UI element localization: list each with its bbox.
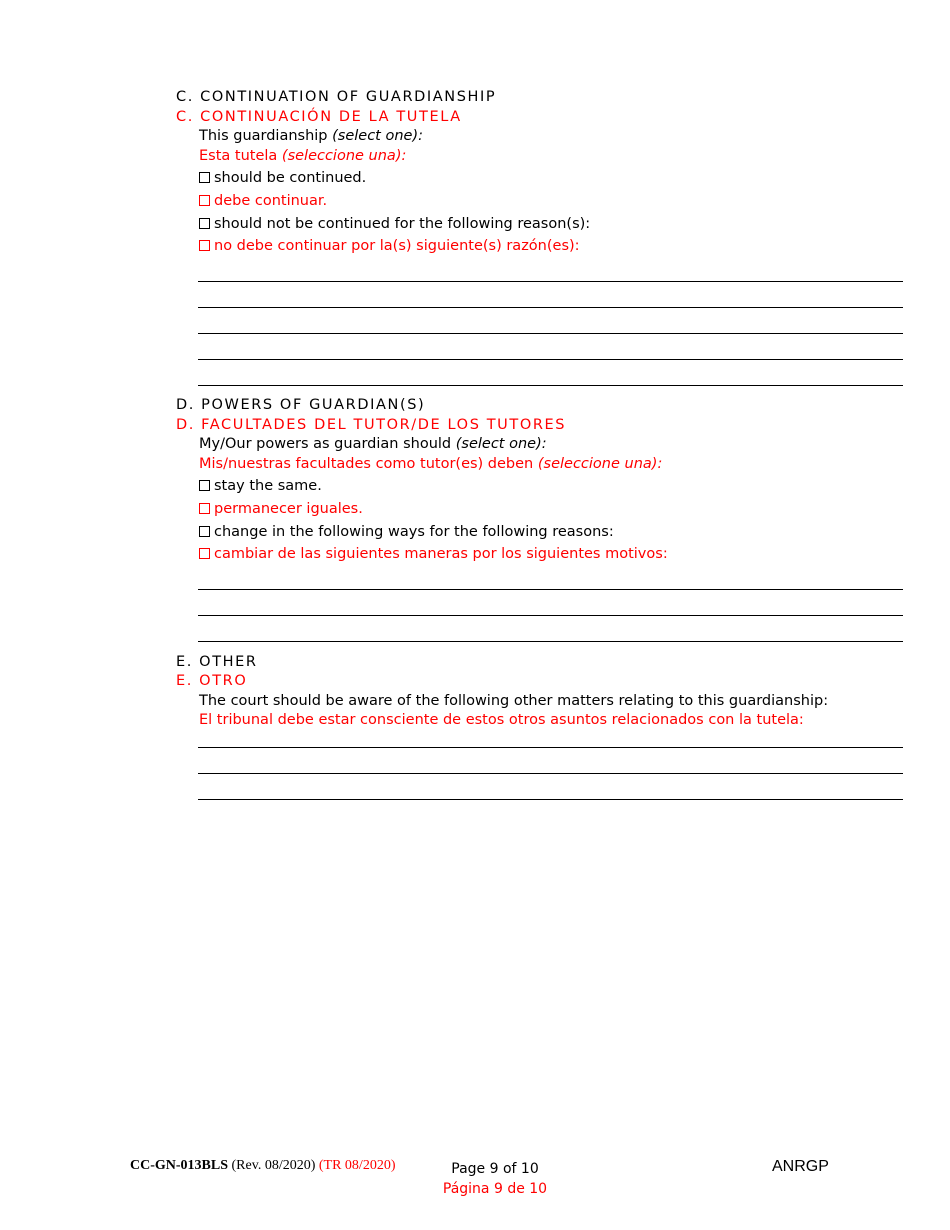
other-line-1[interactable] bbox=[198, 747, 903, 748]
reason-line-2[interactable] bbox=[198, 307, 903, 308]
select-hint-es: (seleccione una): bbox=[281, 148, 407, 164]
option-label-es: permanecer iguales. bbox=[214, 501, 363, 517]
prompt-text: My/Our powers as guardian should bbox=[199, 436, 452, 452]
reason-line-3[interactable] bbox=[198, 333, 903, 334]
prompt-text-es: Esta tutela bbox=[199, 148, 278, 164]
section-e-heading: E. OTHER bbox=[176, 654, 258, 670]
section-e-prompt-es: El tribunal debe estar consciente de estos otros asuntos relacionados con la tutela: bbox=[199, 712, 804, 728]
checkbox-change-es[interactable] bbox=[199, 548, 210, 559]
section-c-heading-es: C. CONTINUACIÓN DE LA TUTELA bbox=[176, 109, 462, 125]
option-stay-same[interactable] bbox=[199, 477, 322, 495]
option-change[interactable] bbox=[199, 523, 614, 541]
form-code-line bbox=[130, 1157, 395, 1175]
section-e-prompt: The court should be aware of the following other matters relating to this guardianship: bbox=[199, 693, 829, 709]
checkbox-change[interactable] bbox=[199, 526, 210, 537]
other-line-2[interactable] bbox=[198, 773, 903, 774]
option-not-continued[interactable] bbox=[199, 215, 590, 233]
option-label: change in the following ways for the following reasons: bbox=[214, 524, 614, 540]
section-d-prompt bbox=[199, 435, 547, 453]
checkbox-not-continued-es[interactable] bbox=[199, 240, 210, 251]
option-label-es: no debe continuar por la(s) siguiente(s) razón(es): bbox=[214, 238, 580, 254]
select-hint: (select one): bbox=[455, 436, 547, 452]
form-id: ANRGP bbox=[772, 1158, 829, 1175]
checkbox-continued[interactable] bbox=[199, 172, 210, 183]
option-label: should be continued. bbox=[214, 170, 367, 186]
option-not-continued-es[interactable] bbox=[199, 237, 580, 255]
checkbox-continued-es[interactable] bbox=[199, 195, 210, 206]
section-d-prompt-es bbox=[199, 455, 662, 473]
change-line-1[interactable] bbox=[198, 589, 903, 590]
select-hint-es: (seleccione una): bbox=[537, 456, 663, 472]
select-hint: (select one): bbox=[332, 128, 423, 144]
option-label-es: cambiar de las siguientes maneras por los siguientes motivos: bbox=[214, 546, 668, 562]
reason-line-4[interactable] bbox=[198, 359, 903, 360]
reason-line-1[interactable] bbox=[198, 281, 903, 282]
section-e-heading-es: E. OTRO bbox=[176, 673, 248, 689]
prompt-text: This guardianship bbox=[199, 128, 328, 144]
section-d-heading: D. POWERS OF GUARDIAN(S) bbox=[176, 397, 426, 413]
option-stay-same-es[interactable] bbox=[199, 500, 363, 518]
revision: (Rev. 08/2020) bbox=[231, 1158, 316, 1173]
translation-revision: (TR 08/2020) bbox=[318, 1158, 396, 1173]
option-change-es[interactable] bbox=[199, 545, 668, 563]
option-label: stay the same. bbox=[214, 478, 322, 494]
section-c-prompt-es bbox=[199, 147, 406, 165]
page-number-es: Página 9 de 10 bbox=[442, 1181, 548, 1197]
change-line-3[interactable] bbox=[198, 641, 903, 642]
section-d-heading-es: D. FACULTADES DEL TUTOR/DE LOS TUTORES bbox=[176, 417, 567, 433]
checkbox-stay-same-es[interactable] bbox=[199, 503, 210, 514]
change-line-2[interactable] bbox=[198, 615, 903, 616]
section-c-heading: C. CONTINUATION OF GUARDIANSHIP bbox=[176, 89, 497, 105]
other-line-3[interactable] bbox=[198, 799, 903, 800]
option-continued[interactable] bbox=[199, 169, 366, 187]
prompt-text-es: Mis/nuestras facultades como tutor(es) deben bbox=[199, 456, 534, 472]
option-continued-es[interactable] bbox=[199, 192, 327, 210]
option-label: should not be continued for the following reason(s): bbox=[214, 216, 591, 232]
checkbox-stay-same[interactable] bbox=[199, 480, 210, 491]
checkbox-not-continued[interactable] bbox=[199, 218, 210, 229]
page-number: Page 9 of 10 bbox=[451, 1161, 539, 1177]
form-code: CC-GN-013BLS bbox=[130, 1158, 229, 1173]
option-label-es: debe continuar. bbox=[214, 193, 328, 209]
reason-line-5[interactable] bbox=[198, 385, 903, 386]
section-c-prompt bbox=[199, 127, 423, 145]
